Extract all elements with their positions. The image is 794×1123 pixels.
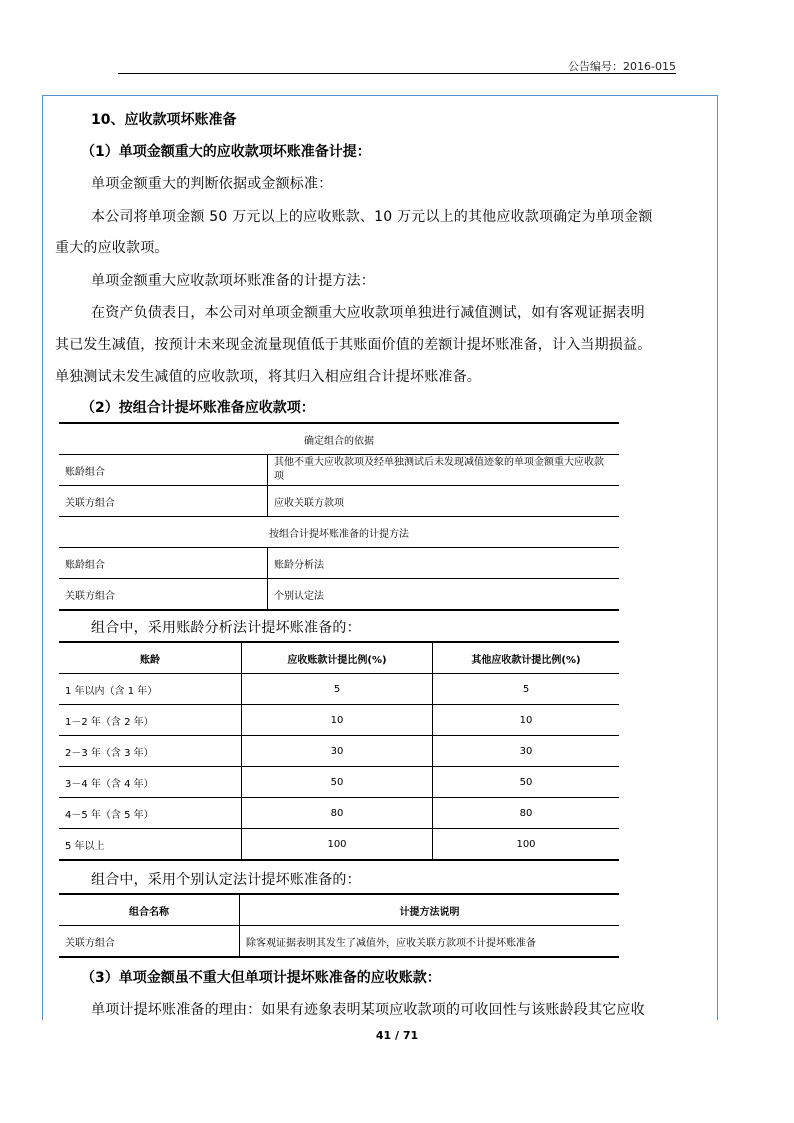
aging-period-cell: 5 年以上 <box>59 829 242 861</box>
table-header-row <box>59 894 619 926</box>
receivable-rate-cell: 5 <box>242 674 433 705</box>
paragraph-method-line2: 其已发生减值，按预计未来现金流量现值低于其账面价值的差额计提坏账准备，计入当期损益。 <box>55 337 652 353</box>
portfolio-basis-table <box>59 422 619 611</box>
header-rule <box>118 73 676 74</box>
page-number: 41 / 71 <box>375 1029 419 1042</box>
table-row <box>59 486 619 517</box>
table-row <box>59 736 619 767</box>
basis-heading: 确定组合的依据 <box>59 423 619 455</box>
other-rate-cell: 50 <box>433 767 620 798</box>
paragraph-method-label: 单项金额重大应收款项坏账准备的计提方法： <box>91 273 375 289</box>
table-row <box>59 829 619 861</box>
table-row <box>59 798 619 829</box>
table-row <box>59 705 619 736</box>
receivable-rate-cell: 80 <box>242 798 433 829</box>
table-row <box>59 674 619 705</box>
receivable-rate-cell: 10 <box>242 705 433 736</box>
subsection-1-title: （1）单项金额重大的应收款项坏账准备计提： <box>81 144 371 160</box>
subsection-2-title: （2）按组合计提坏账准备应收款项： <box>81 400 315 416</box>
aging-period-cell: 3－4 年（含 4 年） <box>59 767 242 798</box>
table-row <box>59 579 619 611</box>
column-header: 应收账款计提比例(%) <box>242 642 433 674</box>
paragraph-individual-label: 组合中，采用个别认定法计提坏账准备的： <box>91 872 361 888</box>
paragraph-reason-line1: 单项计提坏账准备的理由：如果有迹象表明某项应收款项的可收回性与该账龄段其它应收 <box>91 1002 645 1018</box>
receivable-rate-cell: 50 <box>242 767 433 798</box>
receivable-rate-cell: 30 <box>242 736 433 767</box>
table-row <box>59 926 619 958</box>
column-header: 账龄 <box>59 642 242 674</box>
column-header: 计提方法说明 <box>240 894 620 926</box>
paragraph-method-line3: 单独测试未发生减值的应收款项，将其归入相应组合计提坏账准备。 <box>55 369 481 385</box>
receivable-rate-cell: 100 <box>242 829 433 861</box>
method-name-cell: 账龄组合 <box>59 548 268 579</box>
paragraph-method-line1: 在资产负债表日，本公司对单项金额重大应收款项单独进行减值测试，如有客观证据表明 <box>91 305 645 321</box>
method-desc-cell: 个别认定法 <box>268 579 620 611</box>
method-heading: 按组合计提坏账准备的计提方法 <box>59 517 619 548</box>
other-rate-cell: 100 <box>433 829 620 861</box>
paragraph-aging-label: 组合中，采用账龄分析法计提坏账准备的： <box>91 620 361 636</box>
aging-table <box>59 641 619 861</box>
individual-method-table <box>59 893 619 958</box>
content-frame <box>42 95 718 1020</box>
other-rate-cell: 80 <box>433 798 620 829</box>
method-desc-cell: 账龄分析法 <box>268 548 620 579</box>
column-header: 其他应收款计提比例(%) <box>433 642 620 674</box>
aging-period-cell: 1 年以内（含 1 年） <box>59 674 242 705</box>
basis-name-cell: 账龄组合 <box>59 455 268 486</box>
method-description-cell: 除客观证据表明其发生了减值外，应收关联方款项不计提坏账准备 <box>240 926 620 958</box>
aging-period-cell: 4－5 年（含 5 年） <box>59 798 242 829</box>
table-row <box>59 455 619 486</box>
other-rate-cell: 30 <box>433 736 620 767</box>
portfolio-name-cell: 关联方组合 <box>59 926 240 958</box>
method-name-cell: 关联方组合 <box>59 579 268 611</box>
column-header: 组合名称 <box>59 894 240 926</box>
table-row <box>59 767 619 798</box>
basis-desc-cell: 应收关联方款项 <box>268 486 620 517</box>
other-rate-cell: 10 <box>433 705 620 736</box>
table-header-row <box>59 642 619 674</box>
paragraph-criteria-label: 单项金额重大的判断依据或金额标准： <box>91 176 333 192</box>
paragraph-criteria-line2: 重大的应收款项。 <box>55 240 169 256</box>
aging-period-cell: 2－3 年（含 3 年） <box>59 736 242 767</box>
aging-period-cell: 1－2 年（含 2 年） <box>59 705 242 736</box>
subsection-3-title: （3）单项金额虽不重大但单项计提坏账准备的应收账款： <box>81 970 441 986</box>
basis-name-cell: 关联方组合 <box>59 486 268 517</box>
table-heading-row <box>59 423 619 455</box>
table-row <box>59 548 619 579</box>
basis-desc-cell: 其他不重大应收款项及经单独测试后未发现减值迹象的单项金额重大应收款项 <box>268 455 620 486</box>
paragraph-criteria-line1: 本公司将单项金额 50 万元以上的应收账款、10 万元以上的其他应收款项确定为单项金额 <box>91 209 653 225</box>
section-title: 10、应收款项坏账准备 <box>91 112 237 128</box>
announcement-code: 公告编号：2016-015 <box>568 60 676 73</box>
other-rate-cell: 5 <box>433 674 620 705</box>
table-heading-row <box>59 517 619 548</box>
